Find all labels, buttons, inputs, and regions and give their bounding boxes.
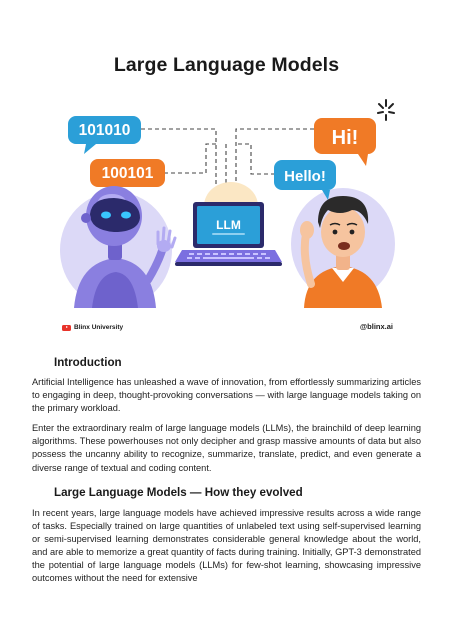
youtube-icon	[62, 325, 71, 331]
sparkle-icon	[378, 100, 394, 120]
section-heading: Large Language Models — How they evolved	[54, 486, 303, 499]
bubble-101010	[68, 116, 141, 154]
section-introduction	[32, 356, 421, 475]
bubble-text-3: Hi!	[331, 127, 359, 149]
paragraph: Enter the extraordinary realm of large language models (LLMs), the brainchild of deep learning algorithms. These powerhouses not only decipher and grasp massive amounts of data but also possess the uncanny ability to recognize, summarize, translate, predict, and even generate a diverse range of textual and coding content.	[32, 423, 421, 473]
section-evolution	[32, 486, 421, 586]
bubble-text-2: 100101	[101, 165, 154, 182]
brand-right: @blinx.ai	[359, 322, 393, 331]
bubble-hello	[274, 160, 336, 200]
section-heading: Introduction	[54, 356, 122, 369]
bubble-text-1: 101010	[78, 122, 131, 139]
brand-left-label: Blinx University	[74, 324, 124, 331]
brand-left	[62, 324, 123, 331]
laptop	[175, 202, 282, 266]
hero-illustration	[56, 94, 396, 336]
paragraph: Artificial Intelligence has unleashed a wave of innovation, from effortlessly summarizing articles to engaging in deep, thought-provoking conversations — with large language models taking on the primary workload.	[32, 377, 421, 414]
page-title: Large Language Models	[113, 54, 340, 76]
laptop-screen-text: LLM	[216, 218, 241, 232]
paragraph: In recent years, large language models have achieved impressive results across a wide range of tasks. Especially trained on large quantities of unlabeled text using self-supervised learning or semi-supervised learning demonstrates considerable general knowledge about the world, and are able to memorize a great quantity of facts during training. Initially, GPT-3 demonstrated the potential of large language models (LLMs) for few-shot learning, showcasing impressive outcomes without the need for extensive	[32, 508, 421, 584]
bubble-hi	[314, 118, 376, 166]
bubble-text-4: Hello!	[284, 168, 326, 185]
llm-illustration	[56, 94, 396, 336]
